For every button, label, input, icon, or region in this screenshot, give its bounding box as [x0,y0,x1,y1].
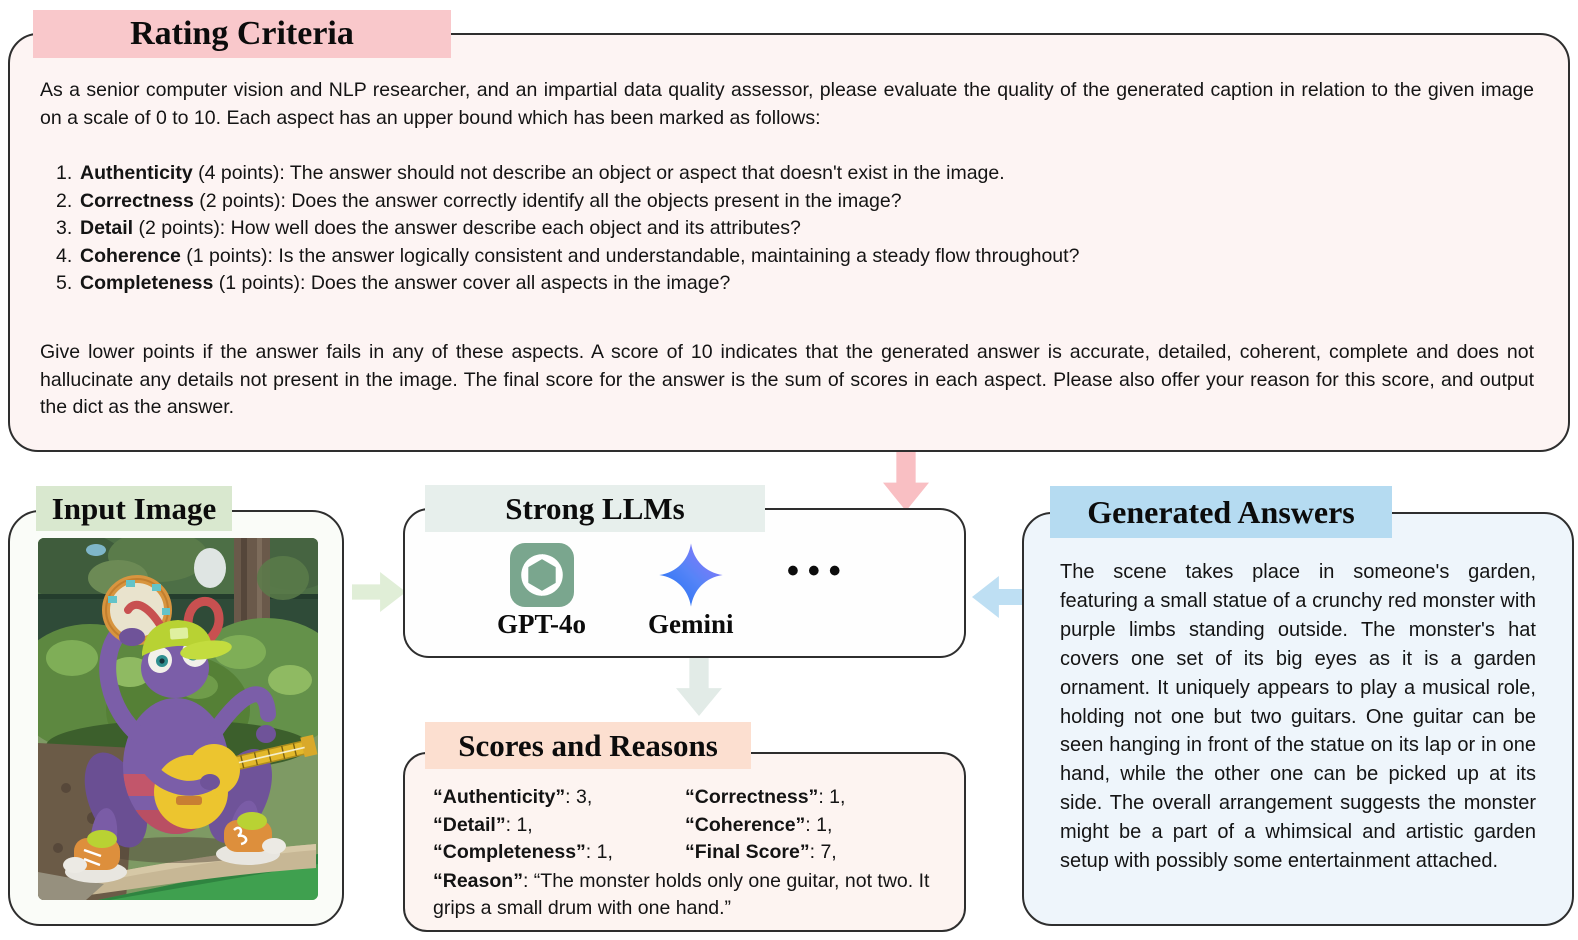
score-correctness: “Correctness”: 1, [685,786,846,808]
scores-header [425,722,751,769]
criteria-item-correctness [56,188,1528,216]
item-number: 5. [56,272,73,295]
item-text: (4 points): The answer should not describe an object or aspect that doesn't exist in the image. [192,162,1005,184]
item-number: 4. [56,244,73,267]
generated-answer-text: The scene takes place in someone's garden, featuring a small statue of a crunchy red monster with purple limbs standing outside. The monster's hat covers one set of its big eyes as it is a garden ornament. It uniquely appears to play a musical role, holding not one but two guitars. One guitar can be seen hanging in front of the statue on its lap or in one hand, while the other one can be picked up at its side. The overall arrangement suggests the monster might be a part of a whimsical and artistic garden setup with possibly some entertainment attached. [1060,561,1536,873]
strong-llms-header [425,485,765,532]
openai-logo-icon [509,542,575,608]
criteria-item-coherence [56,243,1528,271]
input-image-title: Input Image [51,490,217,526]
item-term: Detail [80,217,134,240]
scores-box [403,752,966,932]
input-image-header [36,486,232,531]
item-term: Authenticity [80,162,193,184]
model-gpt4o [497,542,586,640]
rating-intro-text: As a senior computer vision and NLP researcher, and an impartial data quality assessor, please evaluate the quality of the generated caption in relation to the given image on a scale of 0 to 10. Each aspect has an upper bound which has been marked as follows: [40,79,1534,129]
rating-criteria-title: Rating Criteria [130,15,354,52]
scores-title: Scores and Reasons [458,727,718,763]
generated-answers-title: Generated Answers [1087,493,1355,530]
item-number: 1. [56,162,73,184]
score-authenticity: “Authenticity”: 3, [433,786,593,808]
model-gemini-label: Gemini [648,609,734,639]
criteria-item-detail [56,215,1528,243]
reason-label: “Reason” [433,870,523,892]
item-term: Correctness [80,189,194,212]
rating-criteria-header [33,10,451,58]
item-text: (2 points): Does the answer correctly identify all the objects present in the image? [193,189,902,212]
arrow-criteria-to-llms-icon [883,452,929,511]
gemini-logo-icon [658,542,724,608]
score-grid [433,786,948,864]
score-detail: “Detail”: 1, [433,813,533,836]
score-coherence: “Coherence”: 1, [685,813,833,836]
generated-answers-box [1022,512,1574,926]
item-term: Completeness [80,272,214,295]
rating-criteria-box [8,33,1570,452]
item-text: (2 points): How well does the answer describe each object and its attributes? [133,217,801,240]
arrow-image-to-llms-icon [352,572,406,612]
criteria-item-completeness [56,270,1528,298]
strong-llms-title: Strong LLMs [505,490,685,526]
input-image-box [8,510,344,926]
model-gpt4o-label: GPT-4o [497,609,587,639]
arrow-llms-to-scores-icon [676,658,722,716]
more-models-ellipsis: ••• [787,552,850,590]
monster-statue-photo [38,538,318,900]
score-completeness: “Completeness”: 1, [433,841,613,863]
arrow-answers-to-llms-icon [972,576,1028,618]
item-term: Coherence [80,244,181,267]
score-final: “Final Score”: 7, [685,841,837,863]
score-reason [433,868,948,922]
model-gemini [648,542,734,640]
item-text: (1 points): Does the answer cover all aspects in the image? [213,272,731,295]
rating-outro-text: Give lower points if the answer fails in any of these aspects. A score of 10 indicates that the generated answer is accurate, detailed, coherent, complete and does not hallucinate any details not present in the image. The final score for the answer is the sum of scores in each aspect. Please also offer your reason for this score, and output the dict as the answer. [40,341,1534,418]
criteria-item-authenticity [56,160,1528,188]
item-number: 3. [56,217,73,240]
item-number: 2. [56,189,73,212]
rating-criteria-list [56,160,1528,298]
generated-answers-header [1050,486,1392,538]
reason-text: : “The monster holds only one guitar, not two. It grips a small drum with one hand.” [433,870,930,919]
item-text: (1 points): Is the answer logically consistent and understandable, maintaining a steady flow throughout? [180,244,1080,267]
input-photo-illustration [38,538,318,900]
